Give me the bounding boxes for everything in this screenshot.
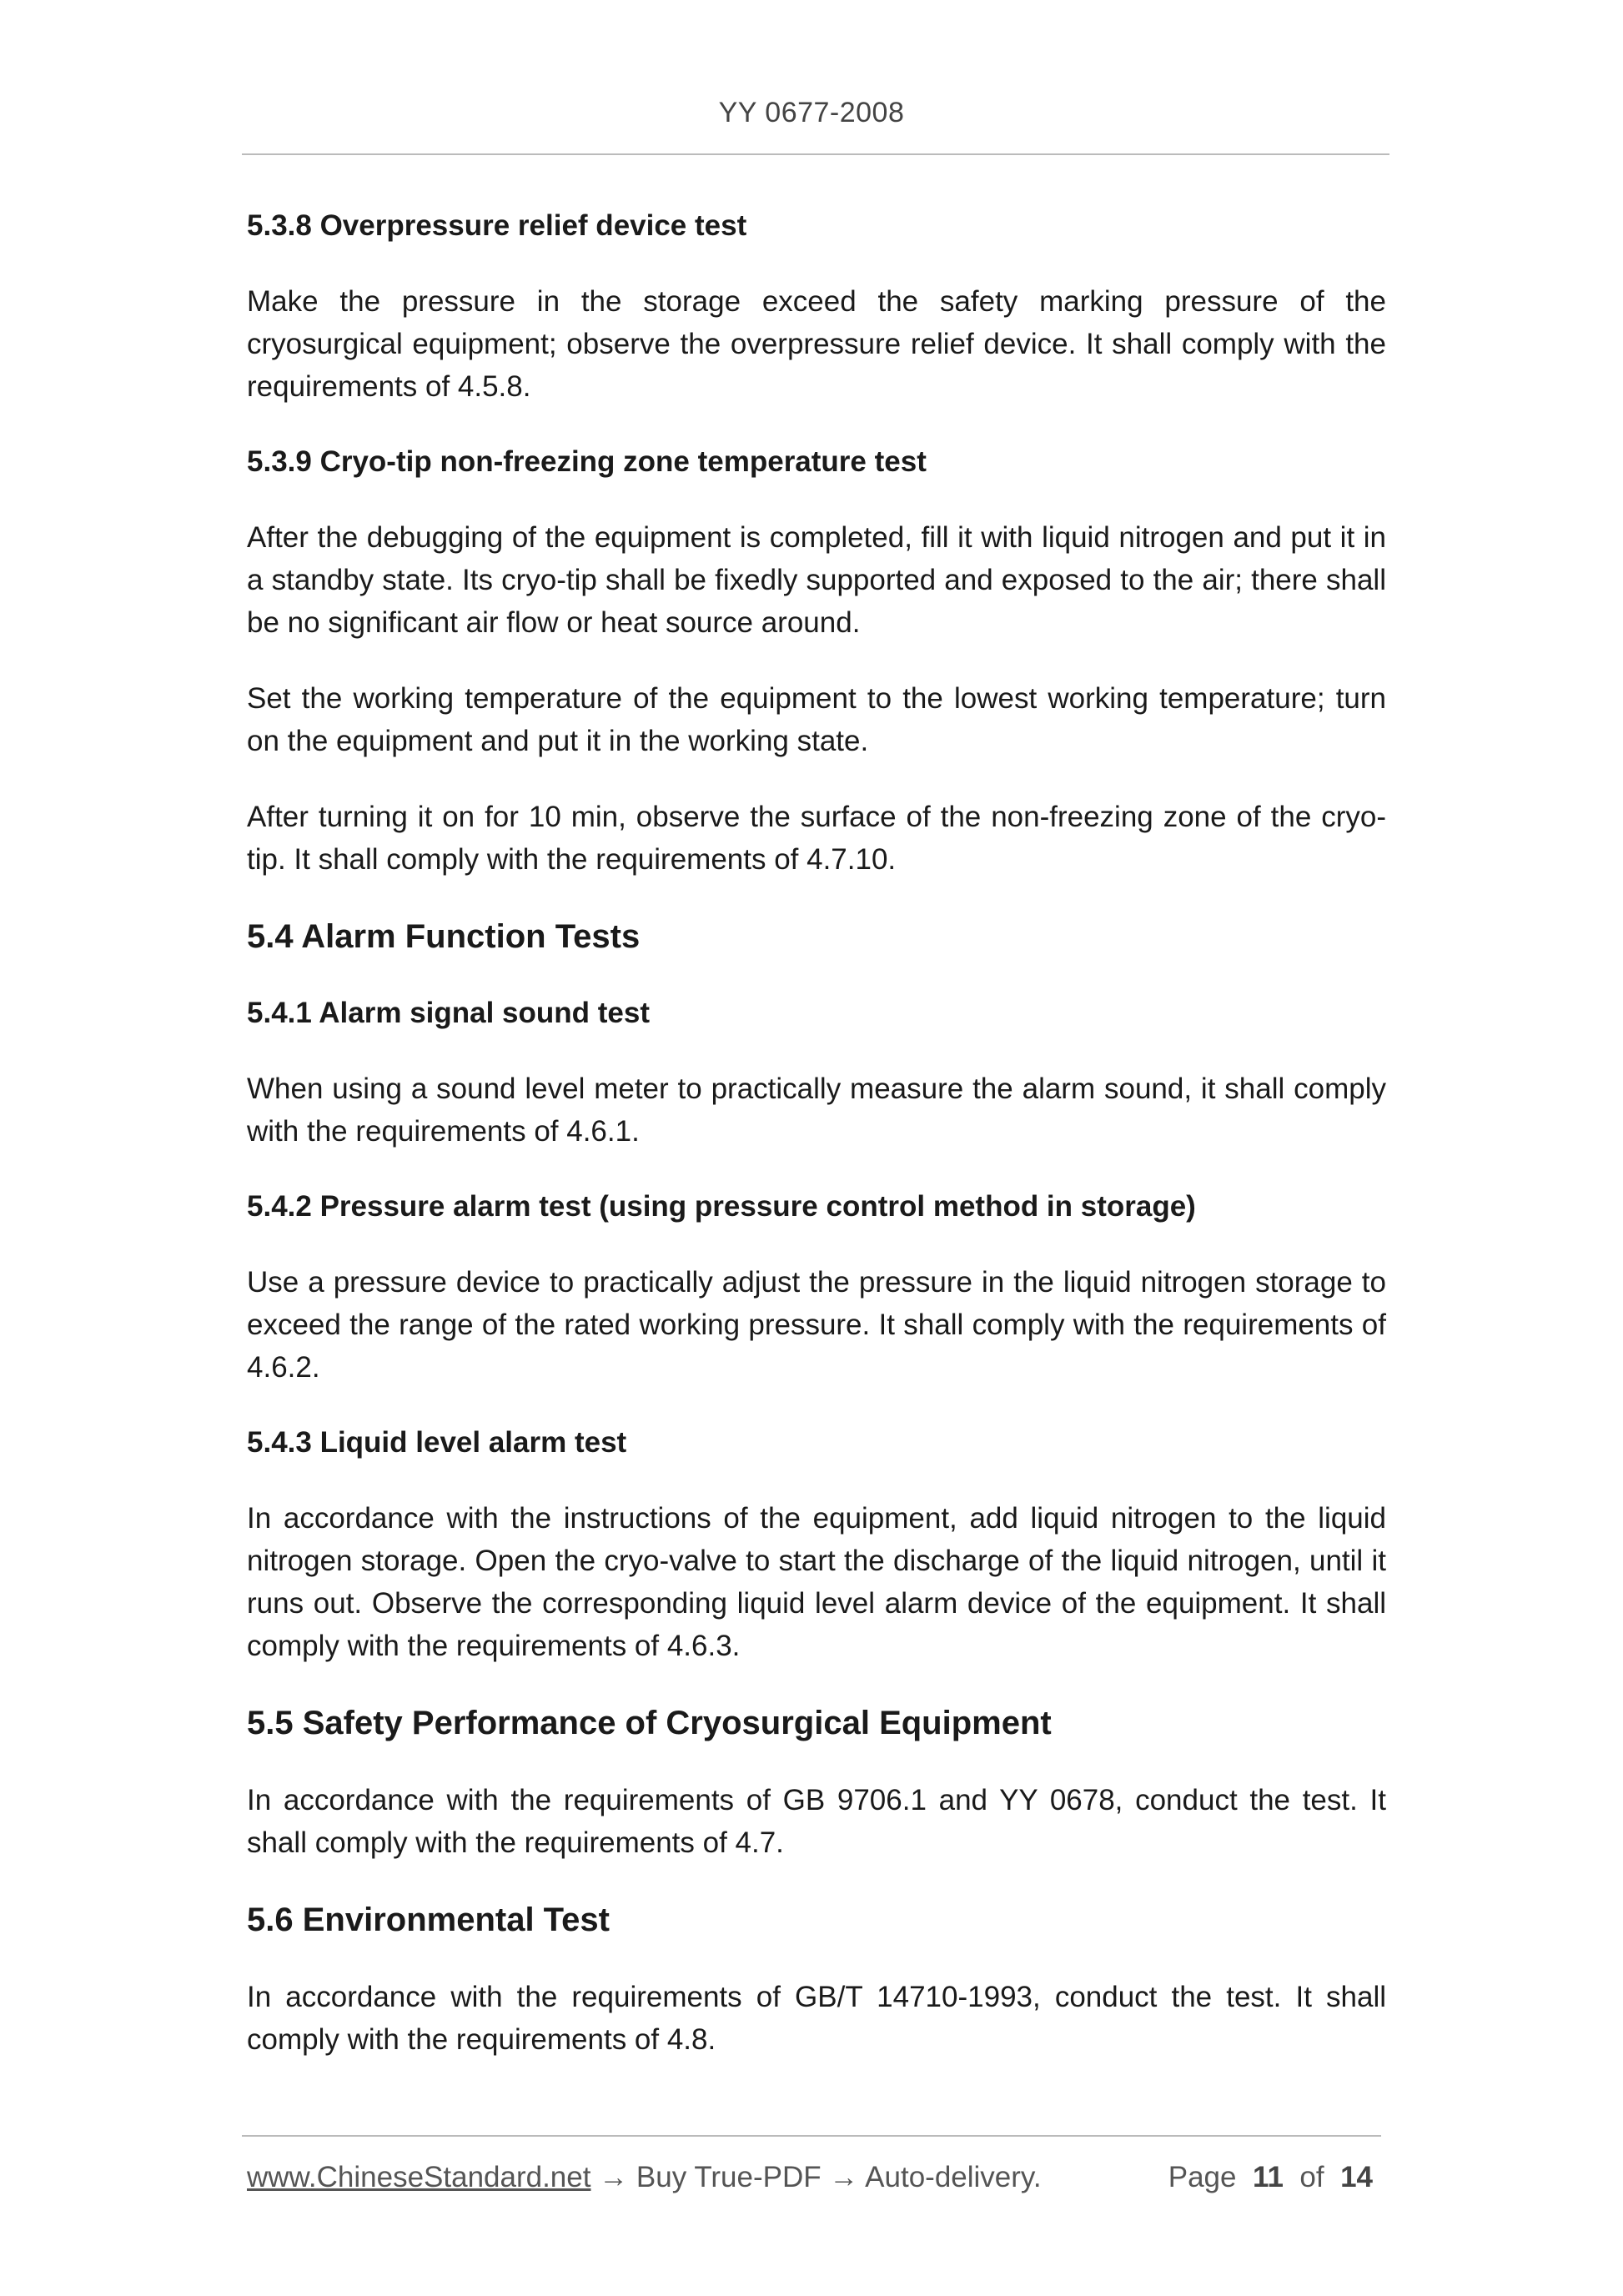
- paragraph: Set the working temperature of the equipment to the lowest working temperature; turn on the equipment and put it in the working state.: [247, 682, 1386, 757]
- paragraph: In accordance with the requirements of GB/T 14710-1993, conduct the test. It shall comply with the requirements of 4.8.: [247, 1981, 1386, 2056]
- footer-tagline: → Buy True-PDF → Auto-delivery.: [590, 2161, 1042, 2193]
- website-link[interactable]: www.ChineseStandard.net: [247, 2161, 591, 2193]
- heading-5-3-8: 5.3.8 Overpressure relief device test: [247, 209, 747, 242]
- heading-5-4: 5.4 Alarm Function Tests: [247, 918, 641, 955]
- paragraph: After the debugging of the equipment is completed, fill it with liquid nitrogen and put it in a standby state. Its cryo-tip shall be fixedly supported and exposed to the air; there shall be no significant air flow or heat source around.: [247, 521, 1386, 639]
- paragraph: In accordance with the requirements of GB 9706.1 and YY 0678, conduct the test. It shall comply with the requirements of 4.7.: [247, 1784, 1386, 1859]
- page-of-label: of: [1299, 2161, 1324, 2193]
- page-total: 14: [1340, 2161, 1373, 2193]
- heading-5-5: 5.5 Safety Performance of Cryosurgical Equipment: [247, 1705, 1052, 1741]
- paragraph: In accordance with the instructions of the equipment, add liquid nitrogen to the liquid nitrogen storage. Open the cryo-valve to start the discharge of the liquid nitrogen, until it runs out. Observe the corresponding liquid level alarm device of the equipment. It shall comply with the requirements of 4.6.3.: [247, 1502, 1386, 1662]
- paragraph: Use a pressure device to practically adjust the pressure in the liquid nitrogen storage to exceed the range of the rated working pressure. It shall comply with the requirements of 4.6.2.: [247, 1266, 1386, 1384]
- footer-divider: [242, 2135, 1381, 2137]
- heading-5-3-9: 5.3.9 Cryo-tip non-freezing zone temperature test: [247, 445, 927, 478]
- header-divider: [242, 153, 1389, 155]
- heading-5-4-1: 5.4.1 Alarm signal sound test: [247, 997, 651, 1029]
- heading-5-4-3: 5.4.3 Liquid level alarm test: [247, 1426, 627, 1459]
- paragraph: After turning it on for 10 min, observe the surface of the non-freezing zone of the cryo-tip. It shall comply with the requirements of 4.7.10.: [247, 801, 1386, 876]
- heading-5-4-2: 5.4.2 Pressure alarm test (using pressure control method in storage): [247, 1190, 1196, 1223]
- paragraph: When using a sound level meter to practically measure the alarm sound, it shall comply with the requirements of 4.6.1.: [247, 1073, 1386, 1148]
- page-current: 11: [1252, 2161, 1284, 2193]
- heading-5-6: 5.6 Environmental Test: [247, 1902, 610, 1938]
- page-label: Page: [1168, 2161, 1237, 2193]
- page-footer: [247, 2158, 1381, 2197]
- page-indicator: [1168, 2158, 1373, 2197]
- paragraph: Make the pressure in the storage exceed the safety marking pressure of the cryosurgical equipment; observe the overpressure relief device. It shall comply with the requirements of 4.5.8.: [247, 285, 1386, 403]
- document-body: [247, 205, 1386, 2094]
- document-id-header: YY 0677-2008: [718, 97, 905, 128]
